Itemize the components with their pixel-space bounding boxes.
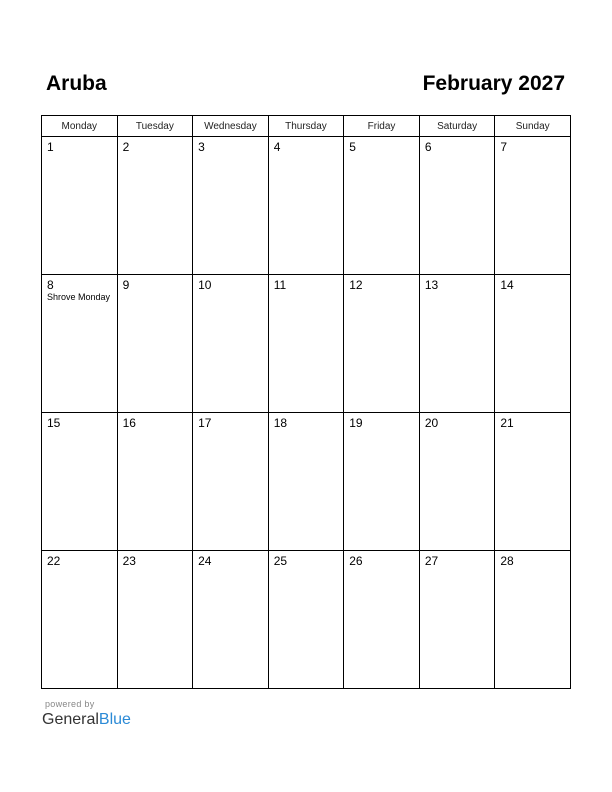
day-cell <box>193 551 269 689</box>
country-title: Aruba <box>46 72 107 95</box>
day-number: 21 <box>500 416 514 430</box>
day-cell <box>42 551 118 689</box>
day-cell <box>193 275 269 413</box>
day-number: 4 <box>273 140 281 154</box>
day-number: 1 <box>47 140 54 154</box>
day-number: 17 <box>198 416 212 430</box>
day-cell <box>419 275 495 413</box>
day-number: 2 <box>122 140 130 154</box>
day-cell <box>419 137 495 275</box>
day-number: 27 <box>424 554 439 568</box>
day-cell <box>117 413 193 551</box>
day-number: 26 <box>349 554 363 568</box>
day-cell <box>419 551 495 689</box>
day-cell <box>117 275 193 413</box>
day-cell <box>42 413 118 551</box>
day-number: 22 <box>47 554 61 568</box>
day-number: 19 <box>349 416 363 430</box>
week-row <box>42 275 571 413</box>
day-number: 10 <box>198 278 212 292</box>
holiday-label: Shrove Monday <box>47 292 111 302</box>
brand-blue: Blue <box>98 711 131 728</box>
weekday-header: Friday <box>344 116 420 137</box>
day-cell <box>193 413 269 551</box>
day-number: 11 <box>273 278 287 292</box>
day-number: 8 <box>47 278 54 292</box>
weekday-header: Thursday <box>268 116 344 137</box>
day-cell <box>117 551 193 689</box>
day-number: 3 <box>198 140 205 154</box>
day-cell <box>419 413 495 551</box>
weekday-header: Saturday <box>419 116 495 137</box>
day-number: 7 <box>500 140 508 154</box>
month-title: February 2027 <box>422 72 565 95</box>
day-number: 12 <box>349 278 363 292</box>
day-cell <box>268 275 344 413</box>
day-cell <box>495 275 571 413</box>
brand-general: General <box>42 711 99 728</box>
day-cell <box>268 413 344 551</box>
day-number: 20 <box>424 416 439 430</box>
weekday-header-row <box>42 116 571 137</box>
calendar-grid <box>41 115 571 689</box>
generalblue-logo <box>42 710 131 730</box>
day-cell <box>117 137 193 275</box>
day-cell <box>495 551 571 689</box>
day-number: 16 <box>122 416 136 430</box>
weekday-header: Tuesday <box>117 116 193 137</box>
weekday-header: Monday <box>42 116 118 137</box>
day-number: 18 <box>273 416 288 430</box>
day-number: 23 <box>122 554 136 568</box>
day-number: 5 <box>349 140 356 154</box>
day-cell <box>42 275 118 413</box>
day-number: 15 <box>47 416 61 430</box>
week-row <box>42 551 571 689</box>
day-cell <box>268 137 344 275</box>
day-cell <box>495 137 571 275</box>
day-cell <box>193 137 269 275</box>
day-number: 9 <box>122 278 130 292</box>
week-row <box>42 413 571 551</box>
day-number: 28 <box>500 554 514 568</box>
powered-by-label: powered by <box>45 699 95 709</box>
day-cell <box>268 551 344 689</box>
day-cell <box>344 137 420 275</box>
day-cell <box>344 275 420 413</box>
day-cell <box>344 551 420 689</box>
day-number: 13 <box>424 278 439 292</box>
day-number: 14 <box>500 278 514 292</box>
day-number: 25 <box>273 554 288 568</box>
day-cell <box>42 137 118 275</box>
day-number: 6 <box>424 140 432 154</box>
weekday-header: Wednesday <box>193 116 269 137</box>
week-row <box>42 137 571 275</box>
day-cell <box>344 413 420 551</box>
day-number: 24 <box>198 554 212 568</box>
day-cell <box>495 413 571 551</box>
weekday-header: Sunday <box>495 116 571 137</box>
